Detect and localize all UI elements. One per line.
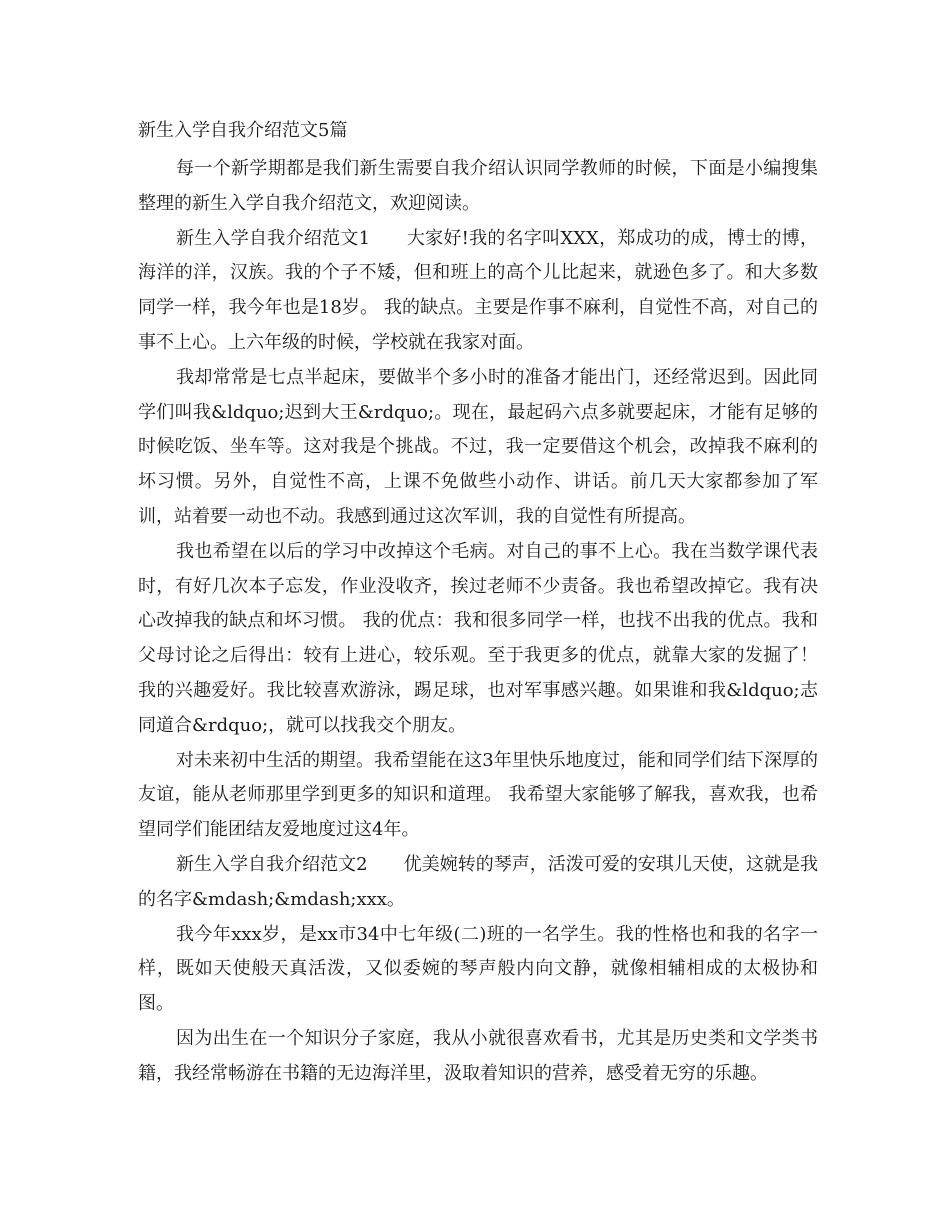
paragraph-sample1-opening: 新生入学自我介绍范文1 大家好!我的名字叫XXX，郑成功的成，博士的博，海洋的洋，汉族。我的个子不矮，但和班上的高个儿比起来，就逊色多了。和大多数同学一样，我今年也是18岁。 我的缺点。主要是作事不麻利，自觉性不高，对自己的事不上心。上六年级的时候，学校就在我家对面。 [138,227,818,353]
paragraph-intro: 每一个新学期都是我们新生需要自我介绍认识同学教师的时候，下面是小编搜集整理的新生入学自我介绍范文，欢迎阅读。 [138,158,818,214]
document-body [138,116,818,1092]
paragraph-sample1-expectations: 对未来初中生活的期望。我希望能在这3年里快乐地度过，能和同学们结下深厚的友谊，能从老师那里学到更多的知识和道理。 我希望大家能够了解我，喜欢我，也希望同学们能团结友爱地度过这4年。 [138,749,818,841]
paragraph-sample1-shortcomings: 我却常常是七点半起床，要做半个多小时的准备才能出门，还经常迟到。因此同学们叫我&ldquo;迟到大王&rdquo;。现在，最起码六点多就要起床，才能有足够的时候吃饭、坐车等。这对我是个挑战。不过，我一定要借这个机会，改掉我不麻利的坏习惯。另外，自觉性不高，上课不免做些小动作、讲话。前几天大家都参加了军训，站着要一动也不动。我感到通过这次军训，我的自觉性有所提高。 [138,366,818,527]
paragraph-sample1-strengths: 我也希望在以后的学习中改掉这个毛病。对自己的事不上心。我在当数学课代表时，有好几次本子忘发，作业没收齐，挨过老师不少责备。我也希望改掉它。我有决心改掉我的缺点和坏习惯。 我的优点：我和很多同学一样，也找不出我的优点。我和父母讨论之后得出：较有上进心，较乐观。至于我更多的优点，就靠大家的发掘了！我的兴趣爱好。我比较喜欢游泳，踢足球，也对军事感兴趣。如果谁和我&ldquo;志同道合&rdquo;，就可以找我交个朋友。 [138,540,818,736]
paragraph-sample2-personality: 我今年xxx岁，是xx市34中七年级(二)班的一名学生。我的性格也和我的名字一样，既如天使般天真活泼，又似委婉的琴声般内向文静，就像相辅相成的太极协和图。 [138,923,818,1015]
paragraph-sample2-hobbies: 因为出生在一个知识分子家庭，我从小就很喜欢看书，尤其是历史类和文学类书籍，我经常畅游在书籍的无边海洋里，汲取着知识的营养，感受着无穷的乐趣。 [138,1027,818,1084]
document-title: 新生入学自我介绍范文5篇 [138,120,348,141]
paragraph-sample2-opening: 新生入学自我介绍范文2 优美婉转的琴声，活泼可爱的安琪儿天使，这就是我的名字&mdash;&mdash;xxx。 [138,853,818,910]
